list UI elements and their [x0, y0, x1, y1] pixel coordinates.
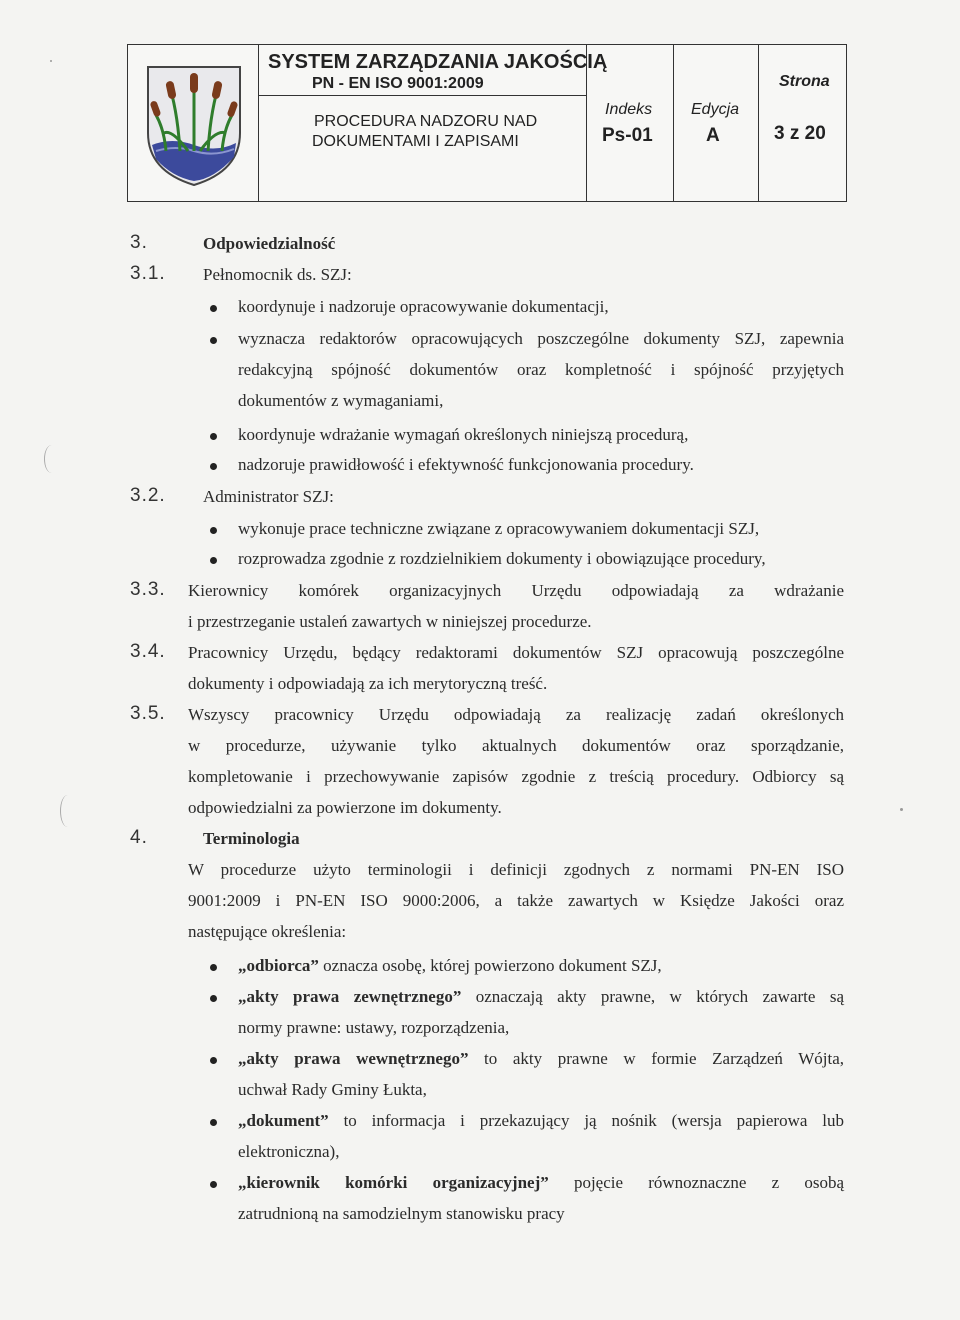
bullet: [210, 337, 217, 344]
bullet: [210, 463, 217, 470]
section-4-number: 4.: [130, 827, 148, 848]
s33-line1: Kierownicy komórek organizacyjnych Urzędu odpowiadają za wdrażanie: [188, 581, 844, 600]
scan-mark: [60, 795, 75, 827]
bullet: [210, 1057, 217, 1064]
bullet: [210, 557, 217, 564]
definition-text: to informacja i przekazujący ją nośnik (wersja papierowa lub: [328, 1111, 844, 1130]
s4-intro-line1: W procedurze użyto terminologii i definicji zgodnych z normami PN-EN ISO: [188, 860, 844, 879]
document-header: [127, 44, 847, 202]
section-3-title: Odpowiedzialność: [203, 234, 336, 253]
definition-dokument: [238, 1111, 844, 1131]
s34-line2: dokumenty i odpowiadają za ich merytoryczną treść.: [188, 674, 548, 693]
s31-bullet-2-line1: wyznacza redaktorów opracowujących poszczególne dokumenty SZJ, zapewnia: [238, 329, 844, 348]
definition-text: to akty prawne w formie Zarządzeń Wójta,: [468, 1049, 844, 1068]
s32-bullet-2: rozprowadza zgodnie z rozdzielnikiem dokumenty i obowiązujące procedury,: [238, 549, 766, 568]
s31-bullet-3: koordynuje wdrażanie wymagań określonych niniejszą procedurą,: [238, 425, 689, 444]
section-3-2-number: 3.2.: [130, 485, 166, 506]
section-3-number: 3.: [130, 232, 148, 253]
definition-term: „akty prawa wewnętrznego”: [238, 1049, 469, 1068]
bullet: [210, 995, 217, 1002]
definition-akty-wewnetrzne-line2: uchwał Rady Gminy Łukta,: [238, 1080, 427, 1099]
scan-mark: [44, 445, 59, 473]
bullet: [210, 527, 217, 534]
definition-term: „dokument”: [238, 1111, 329, 1130]
edition-label: Edycja: [691, 101, 740, 118]
page-number: 3 z 20: [774, 123, 826, 144]
s34-line1: Pracownicy Urzędu, będący redaktorami dokumentów SZJ opracowują poszczególne: [188, 643, 844, 662]
logo-emblem-icon: [142, 59, 246, 189]
definition-akty-wewnetrzne: [238, 1049, 844, 1069]
bullet: [210, 433, 217, 440]
definition-term: „odbiorca”: [238, 956, 319, 975]
scan-speck: [900, 808, 903, 811]
section-3-1-title: Pełnomocnik ds. SZJ:: [203, 265, 352, 284]
section-4-title: Terminologia: [203, 829, 300, 848]
procedure-title-line2: DOKUMENTAMI I ZAPISAMI: [312, 133, 519, 150]
s33-line2: i przestrzeganie ustaleń zawartych w niniejszej procedurze.: [188, 612, 592, 631]
section-3-4-number: 3.4.: [130, 641, 166, 662]
scan-speck: [50, 60, 52, 62]
section-3-2-title: Administrator SZJ:: [203, 487, 334, 506]
definition-dokument-line2: elektroniczna),: [238, 1142, 340, 1161]
edition-value: A: [706, 125, 720, 146]
definition-text: oznacza osobę, której powierzono dokument SZJ,: [318, 956, 662, 975]
s35-line3: kompletowanie i przechowywanie zapisów zgodnie z treścią procedury. Odbiorcy są: [188, 767, 844, 786]
s35-line1: Wszyscy pracownicy Urzędu odpowiadają za realizację zadań określonych: [188, 705, 844, 724]
s31-bullet-4: nadzoruje prawidłowość i efektywność funkcjonowania procedury.: [238, 455, 694, 474]
s31-bullet-2-line2: redakcyjną spójność dokumentów oraz kompletność i spójność przyjętych: [238, 360, 844, 379]
definition-kierownik-line2: zatrudnioną na samodzielnym stanowisku pracy: [238, 1204, 565, 1223]
bullet: [210, 305, 217, 312]
definition-akty-zewnetrzne: [238, 987, 844, 1007]
s4-intro-line3: następujące określenia:: [188, 922, 347, 941]
definition-odbiorca: [238, 956, 662, 976]
s32-bullet-1: wykonuje prace techniczne związane z opracowywaniem dokumentacji SZJ,: [238, 519, 760, 538]
definition-text: pojęcie równoznaczne z osobą: [548, 1173, 844, 1192]
section-3-5-number: 3.5.: [130, 703, 166, 724]
s31-bullet-1: koordynuje i nadzoruje opracowywanie dokumentacji,: [238, 297, 609, 316]
index-label: Indeks: [605, 101, 653, 118]
bullet: [210, 1119, 217, 1126]
bullet: [210, 964, 217, 971]
definition-term: „akty prawa zewnętrznego”: [238, 987, 462, 1006]
definition-akty-zewnetrzne-line2: normy prawne: ustawy, rozporządzenia,: [238, 1018, 510, 1037]
definition-term: „kierownik komórki organizacyjnej”: [238, 1173, 549, 1192]
section-3-3-number: 3.3.: [130, 579, 166, 600]
s35-line2: w procedurze, używanie tylko aktualnych dokumentów oraz sporządzanie,: [188, 736, 844, 755]
definition-kierownik: [238, 1173, 844, 1193]
s31-bullet-2-line3: dokumentów z wymaganiami,: [238, 391, 444, 410]
s4-intro-line2: 9001:2009 i PN-EN ISO 9000:2006, a także zawartych w Księdze Jakości oraz: [188, 891, 844, 910]
index-value: Ps-01: [602, 125, 653, 146]
bullet: [210, 1181, 217, 1188]
section-3-1-number: 3.1.: [130, 263, 166, 284]
definition-text: oznaczają akty prawne, w których zawarte są: [461, 987, 844, 1006]
procedure-title-line1: PROCEDURA NADZORU NAD: [314, 113, 538, 130]
system-title: SYSTEM ZARZĄDZANIA JAKOŚCIĄ: [268, 51, 608, 73]
page-label: Strona: [779, 73, 830, 90]
standard-label: PN - EN ISO 9001:2009: [312, 75, 484, 92]
s35-line4: odpowiedzialni za powierzone im dokumenty.: [188, 798, 502, 817]
